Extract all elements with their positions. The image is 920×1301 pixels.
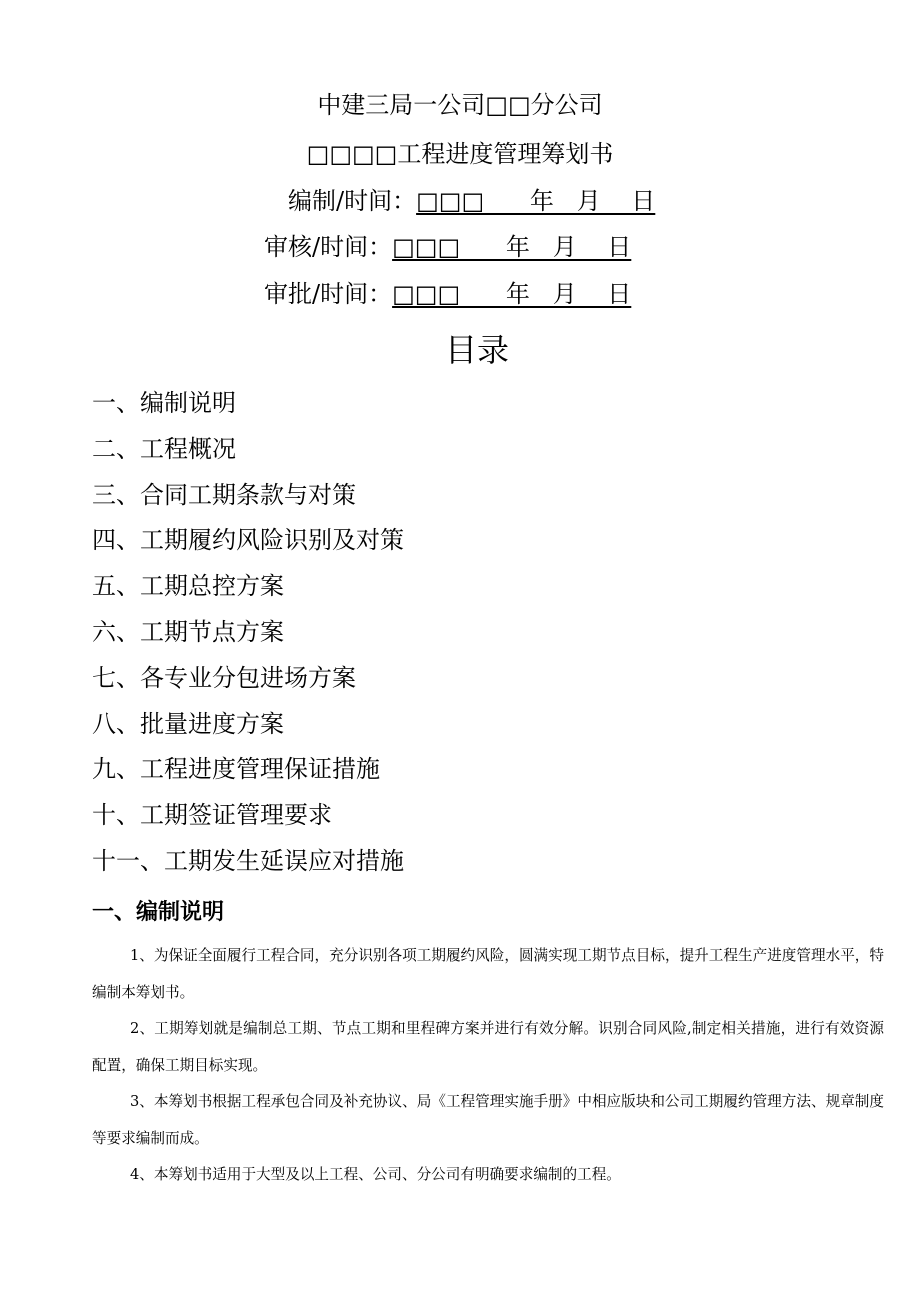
paragraph: 3、本筹划书根据工程承包合同及补充协议、局《工程管理实施手册》中相应版块和公司工期履约管理方法、规章制度等要求编制而成。 — [92, 1093, 884, 1147]
plan-title: □□□□工程进度管理筹划书 — [306, 140, 614, 168]
paragraph: 1、为保证全面履行工程合同，充分识别各项工期履约风险，圆满实现工期节点目标，提升工程生产进度管理水平，特编制本筹划书。 — [92, 947, 884, 1001]
toc-item: 六、工期节点方案 — [92, 617, 284, 646]
section-heading-compile-notes: 一、编制说明 — [92, 900, 225, 925]
signature-compile-value: □□□ 年 月 日 — [416, 187, 656, 215]
company-name: 中建三局一公司□□分公司 — [317, 91, 603, 119]
signature-compile-label: 编制/时间： — [288, 187, 417, 215]
paragraph: 2、工期筹划就是编制总工期、节点工期和里程碑方案并进行有效分解。识别合同风险,制定相关措施，进行有效资源配置，确保工期目标实现。 — [92, 1020, 884, 1074]
toc-item: 十一、工期发生延误应对措施 — [92, 846, 404, 875]
toc-item: 三、合同工期条款与对策 — [92, 480, 356, 509]
signature-approve-label: 审批/时间： — [264, 280, 393, 308]
toc-list — [92, 384, 404, 888]
toc-item: 八、批量进度方案 — [92, 709, 284, 738]
signature-review-label: 审核/时间： — [264, 233, 393, 261]
signature-compile — [288, 186, 655, 216]
signature-review — [264, 232, 631, 262]
toc-item: 七、各专业分包进场方案 — [92, 663, 356, 692]
signature-approve — [264, 279, 631, 309]
toc-item: 五、工期总控方案 — [92, 572, 284, 601]
toc-item: 二、工程概况 — [92, 434, 236, 463]
signature-approve-value: □□□ 年 月 日 — [392, 280, 632, 308]
paragraph: 4、本筹划书适用于大型及以上工程、公司、分公司有明确要求编制的工程。 — [130, 1166, 621, 1183]
section-body — [92, 938, 884, 1194]
toc-item: 四、工期履约风险识别及对策 — [92, 526, 404, 555]
toc-heading: 目录 — [444, 331, 509, 369]
toc-item: 十、工期签证管理要求 — [92, 801, 332, 830]
toc-item: 九、工程进度管理保证措施 — [92, 755, 380, 784]
toc-item: 一、编制说明 — [92, 389, 236, 417]
signature-review-value: □□□ 年 月 日 — [392, 233, 632, 261]
